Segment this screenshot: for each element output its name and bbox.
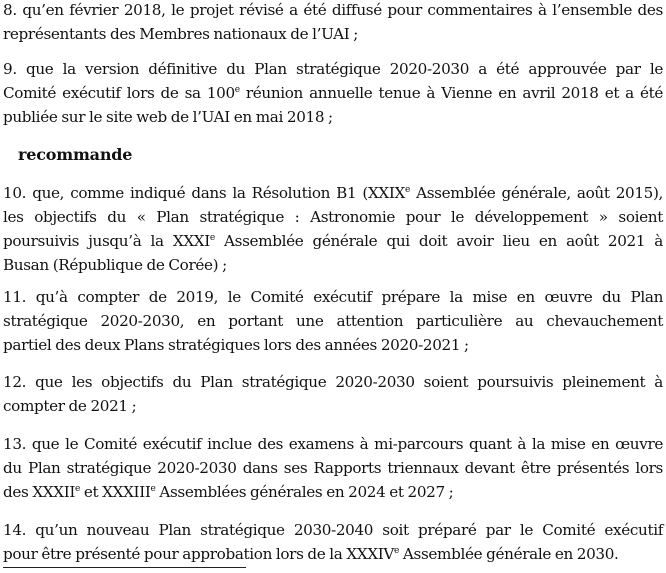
paragraph-9-line-1: 9. que la version définitive du Plan stratégique 2020-2030 a été approuvée par le <box>3 60 663 78</box>
paragraph-14-line-1: 14. qu’un nouveau Plan stratégique 2030-2040 soit préparé par le Comité exécutif <box>3 521 663 539</box>
paragraph-11-line-2: stratégique 2020-2030, en portant une attention particulière au chevauchement <box>3 312 663 330</box>
paragraph-10-line-2: les objectifs du « Plan stratégique : Astronomie pour le développement » soient <box>3 208 663 226</box>
paragraph-11-line-3: partiel des deux Plans stratégiques lors des années 2020-2021 ; <box>3 336 469 354</box>
paragraph-12-line-2: compter de 2021 ; <box>3 397 137 415</box>
paragraph-13-line-3-text-b: et XXXIII <box>80 483 151 501</box>
footnote-separator-rule <box>3 567 246 568</box>
paragraph-13-line-3-text-a: des XXXII <box>3 483 76 501</box>
paragraph-8-line-2: représentants des Membres nationaux de l’UAI ; <box>3 25 359 43</box>
superscript-e: e <box>405 185 410 195</box>
paragraph-12-line-1: 12. que les objectifs du Plan stratégique 2020-2030 soient poursuivis pleinement à <box>3 373 663 391</box>
paragraph-14-line-2 <box>3 542 663 566</box>
paragraph-9 <box>3 57 663 129</box>
paragraph-12 <box>3 370 663 418</box>
paragraph-9-line-3: publiée sur le site web de l’UAI en mai 2018 ; <box>3 108 333 126</box>
paragraph-13-line-2: du Plan stratégique 2020-2030 dans ses Rapports triennaux devant être présentés lors <box>3 459 663 477</box>
superscript-e: e <box>75 484 81 494</box>
superscript-e: e <box>234 85 240 95</box>
paragraph-10-line-3-text-b: Assemblée générale qui doit avoir lieu en août 2021 à <box>214 232 663 250</box>
paragraph-13-line-3-text-c: Assemblées générales en 2024 et 2027 ; <box>155 483 454 501</box>
paragraph-10-line-1-text-b: Assemblée générale, août 2015), <box>409 184 664 202</box>
paragraph-10-line-1 <box>3 181 663 205</box>
paragraph-14-line-2-text-a: pour être présenté pour approbation lors de la XXXIV <box>3 545 395 563</box>
paragraph-10-line-1-text-a: 10. que, comme indiqué dans la Résolution B1 (XXIX <box>3 184 405 202</box>
paragraph-10-line-3-text-a: poursuivis jusqu’à la XXXI <box>3 232 210 250</box>
paragraph-14 <box>3 518 663 566</box>
paragraph-10 <box>3 181 663 277</box>
paragraph-11-line-1: 11. qu’à compter de 2019, le Comité exécutif prépare la mise en œuvre du Plan <box>3 288 663 306</box>
paragraph-11 <box>3 285 663 357</box>
paragraph-8 <box>3 0 663 46</box>
paragraph-10-line-3 <box>3 229 663 253</box>
superscript-e: e <box>394 546 400 556</box>
paragraph-8-line-1: 8. qu’en février 2018, le projet révisé a été diffusé pour commentaires à l’ensemble des <box>3 1 663 19</box>
paragraph-9-line-2-text-b: réunion annuelle tenue à Vienne en avril 2018 et a été <box>239 84 663 102</box>
paragraph-9-line-2 <box>3 81 663 105</box>
paragraph-9-line-2-text-a: Comité exécutif lors de sa 100 <box>3 84 235 102</box>
superscript-e: e <box>150 484 156 494</box>
recommande-heading: recommande <box>18 145 133 164</box>
paragraph-13 <box>3 432 663 504</box>
paragraph-14-line-2-text-b: Assemblée générale en 2030. <box>399 545 619 563</box>
paragraph-10-line-4: Busan (République de Corée) ; <box>3 256 227 274</box>
superscript-e: e <box>209 233 215 243</box>
paragraph-13-line-1: 13. que le Comité exécutif inclue des examens à mi-parcours quant à la mise en œuvre <box>3 435 663 453</box>
paragraph-13-line-3 <box>3 480 663 504</box>
